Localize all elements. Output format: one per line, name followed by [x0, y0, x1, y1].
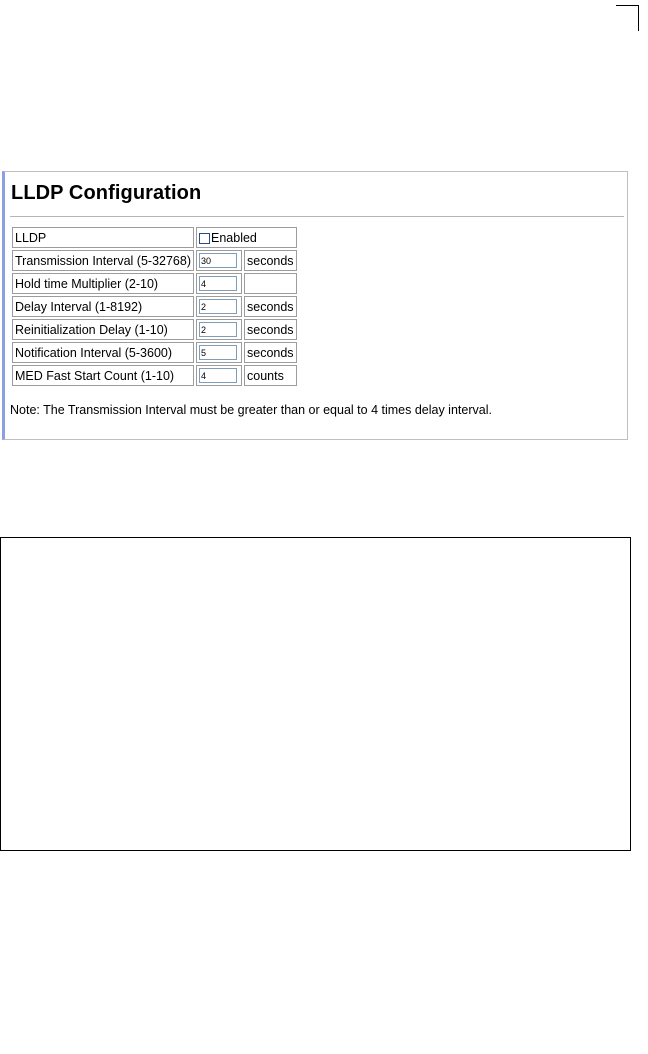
transmission-interval-label: Transmission Interval (5-32768) [12, 250, 194, 271]
hold-time-multiplier-unit [244, 273, 297, 294]
notification-interval-label: Notification Interval (5-3600) [12, 342, 194, 363]
table-row-delay-interval [12, 296, 297, 317]
lldp-settings-table [10, 225, 299, 388]
lldp-enabled-label: Enabled [211, 230, 257, 245]
lldp-label: LLDP [12, 227, 194, 248]
table-row-lldp [12, 227, 297, 248]
notification-interval-input[interactable] [199, 345, 237, 360]
lldp-enabled-checkbox[interactable] [199, 233, 210, 244]
hold-time-multiplier-input[interactable] [199, 276, 237, 291]
med-fast-start-count-label: MED Fast Start Count (1-10) [12, 365, 194, 386]
reinitialization-delay-label: Reinitialization Delay (1-10) [12, 319, 194, 340]
med-fast-start-count-input[interactable] [199, 368, 237, 383]
table-row-reinitialization-delay [12, 319, 297, 340]
table-row-med-fast-start-count [12, 365, 297, 386]
transmission-interval-unit: seconds [244, 250, 297, 271]
title-divider [10, 216, 624, 217]
lldp-configuration-panel [2, 171, 628, 440]
page-title: LLDP Configuration [11, 182, 202, 204]
table-row-hold-time-multiplier [12, 273, 297, 294]
notification-interval-unit: seconds [244, 342, 297, 363]
table-row-notification-interval [12, 342, 297, 363]
lldp-enabled-cell [196, 227, 297, 248]
med-fast-start-count-unit: counts [244, 365, 297, 386]
empty-output-box [0, 537, 631, 851]
reinitialization-delay-input[interactable] [199, 322, 237, 337]
delay-interval-unit: seconds [244, 296, 297, 317]
delay-interval-label: Delay Interval (1-8192) [12, 296, 194, 317]
table-row-transmission-interval [12, 250, 297, 271]
reinitialization-delay-unit: seconds [244, 319, 297, 340]
delay-interval-input[interactable] [199, 299, 237, 314]
transmission-interval-input[interactable] [199, 253, 237, 268]
hold-time-multiplier-label: Hold time Multiplier (2-10) [12, 273, 194, 294]
page-corner-mark [616, 5, 639, 31]
transmission-interval-note: Note: The Transmission Interval must be greater than or equal to 4 times delay interval. [10, 403, 492, 417]
